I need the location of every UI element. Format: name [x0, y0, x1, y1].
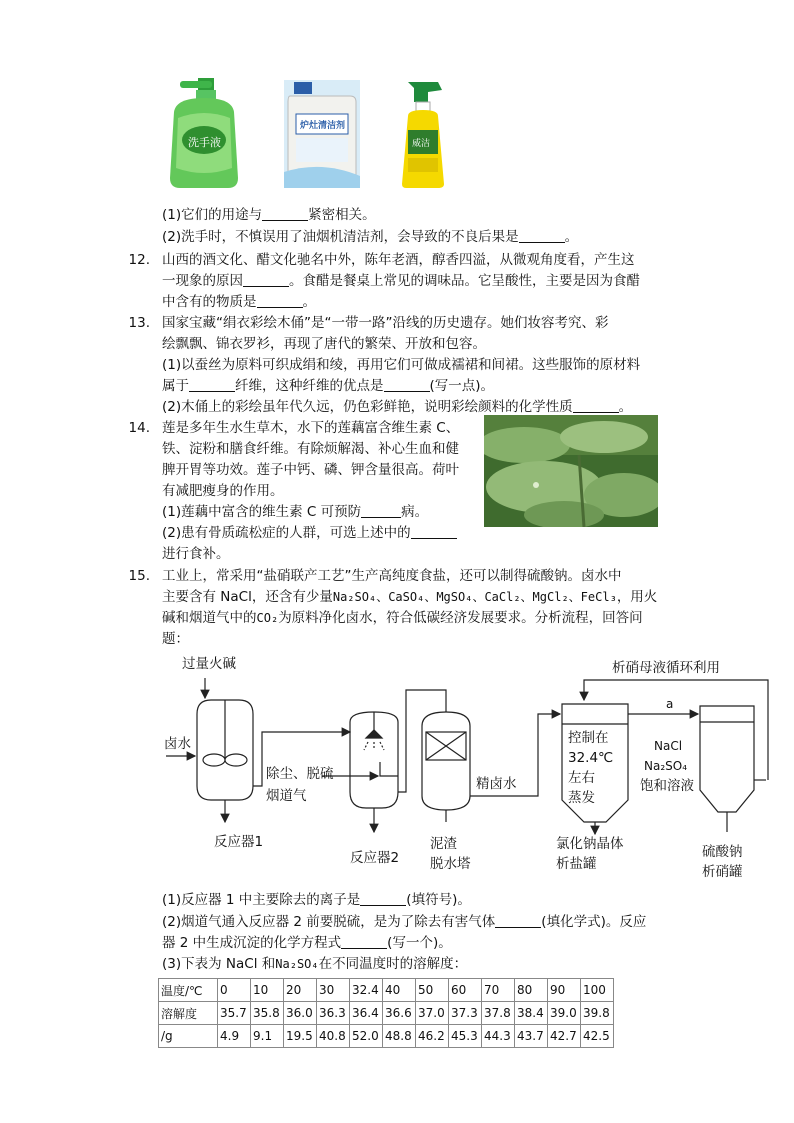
table-cell: 0	[218, 979, 251, 1002]
q11-part2-text: (2)洗手时，不慎误用了油烟机清洁剂，会导致的不良后果是	[162, 229, 519, 245]
q15-part2	[162, 912, 646, 932]
label-stream-a: a	[666, 697, 674, 711]
label-nitre-tank: 析硝罐	[702, 864, 743, 880]
label-reactor2: 反应器2	[350, 850, 400, 866]
q15-part3-a: (3)下表为 NaCl 和	[162, 956, 276, 972]
table-cell: 32.4	[350, 979, 383, 1002]
q14-line6-text: (2)患有骨质疏松症的人群，可选上述中的	[162, 525, 411, 541]
label-control-4: 蒸发	[568, 790, 595, 806]
q12-line2	[162, 271, 640, 291]
q13-line4-b: 纤维，这种纤维的优点是	[235, 378, 384, 394]
q15-part1-a: (1)反应器 1 中主要除去的离子是	[162, 892, 361, 908]
solubility-table	[158, 978, 614, 1048]
spray-label: 威洁	[412, 139, 431, 149]
q14-line7: 进行食补。	[162, 546, 230, 562]
table-cell: 36.0	[284, 1002, 317, 1025]
label-dedust: 除尘、脱硫	[266, 766, 334, 782]
q12-line3-b: 。	[302, 294, 316, 310]
table-cell: 70	[482, 979, 515, 1002]
answer-blank[interactable]	[361, 503, 401, 518]
answer-blank[interactable]	[519, 228, 565, 243]
table-cell: 39.0	[548, 1002, 581, 1025]
label-salt-tank: 析盐罐	[556, 856, 597, 872]
q15-line2-b: ，用火	[616, 589, 658, 605]
q15-part3	[162, 954, 467, 974]
label-sodium-sulfate: 硫酸钠	[702, 844, 743, 860]
table-row-header: 温度/℃	[159, 979, 218, 1002]
label-sat-na2so4: Na₂SO₄	[644, 759, 688, 773]
table-cell: 37.3	[449, 1002, 482, 1025]
q13-line2: 绘飘飘、锦衣罗衫，再现了唐代的繁荣、开放和包容。	[162, 336, 486, 352]
q15-part1	[162, 890, 471, 910]
q13-line4-c: (写一点)。	[429, 378, 495, 394]
q14-line6	[162, 523, 457, 543]
table-cell: 35.8	[251, 1002, 284, 1025]
q11-part1-end: 紧密相关。	[308, 207, 376, 223]
table-cell: 36.4	[350, 1002, 383, 1025]
table-cell: 50	[416, 979, 449, 1002]
answer-blank[interactable]	[257, 293, 303, 308]
q14-line3: 脾开胃等功效。莲子中钙、磷、钾含量很高。荷叶	[162, 462, 459, 478]
q11-part2	[162, 227, 578, 247]
q13-line5-a: (2)木俑上的彩绘虽年代久远，仍色彩鲜艳，说明彩绘颜料的化学性质	[162, 399, 573, 415]
label-sat-solution: 饱和溶液	[640, 778, 694, 794]
table-cell: 42.7	[548, 1025, 581, 1048]
q11-part1-text: (1)它们的用途与	[162, 207, 263, 223]
chem-formula-na2so4: Na₂SO₄	[275, 957, 319, 971]
table-cell: 30	[317, 979, 350, 1002]
table-cell: 19.5	[284, 1025, 317, 1048]
q15-part2-b: (填化学式)。反应	[541, 914, 647, 930]
answer-blank[interactable]	[189, 377, 235, 392]
table-cell: 42.5	[581, 1025, 614, 1048]
q15-part2-c: 器 2 中生成沉淀的化学方程式	[162, 935, 342, 951]
q15-line3-b: 为原料净化卤水，符合低碳经济发展要求。分析流程，回答问	[278, 610, 643, 626]
table-cell: 36.6	[383, 1002, 416, 1025]
q13-line5-b: 。	[618, 399, 633, 415]
table-cell: 9.1	[251, 1025, 284, 1048]
table-cell: 100	[581, 979, 614, 1002]
q13-line5	[162, 397, 632, 417]
handwash-bottle-image	[160, 78, 248, 190]
stove-cleaner-image	[284, 80, 360, 188]
table-cell: 37.0	[416, 1002, 449, 1025]
q14-line5	[162, 502, 428, 522]
table-cell: 90	[548, 979, 581, 1002]
q15-line2-a: 主要含有 NaCl，还含有少量	[162, 589, 333, 605]
table-cell: 40	[383, 979, 416, 1002]
table-cell: 80	[515, 979, 548, 1002]
q15-part1-b: (填符号)。	[406, 892, 471, 908]
table-cell: 20	[284, 979, 317, 1002]
table-cell: 4.9	[218, 1025, 251, 1048]
q14-line1: 莲是多年生水生草木，水下的莲藕富含维生素 C、	[162, 420, 460, 436]
q11-part2-end: 。	[564, 229, 579, 245]
q15-part3-b: 在不同温度时的溶解度：	[318, 956, 468, 972]
label-reactor1: 反应器1	[214, 834, 264, 850]
answer-blank[interactable]	[262, 206, 308, 221]
table-row-header: /g	[159, 1025, 218, 1048]
answer-blank[interactable]	[495, 913, 541, 928]
handwash-label: 洗手液	[188, 136, 221, 149]
q15-line2	[162, 587, 657, 607]
table-cell: 48.8	[383, 1025, 416, 1048]
table-cell: 10	[251, 979, 284, 1002]
label-excess-caustic: 过量火碱	[182, 656, 236, 672]
label-flue-gas: 烟道气	[266, 788, 307, 804]
q14-line2: 铁、淀粉和膳食纤维。有除烦解渴、补心生血和健	[162, 441, 459, 457]
q13-line3: (1)以蚕丝为原料可织成绢和绫，再用它们可做成襦裙和间裙。这些服饰的原材料	[162, 357, 641, 373]
table-cell: 40.8	[317, 1025, 350, 1048]
table-cell: 37.8	[482, 1002, 515, 1025]
answer-blank[interactable]	[360, 891, 406, 906]
q14-line5-b: 病。	[401, 504, 429, 520]
table-cell: 60	[449, 979, 482, 1002]
q13-line1: 国家宝藏“绢衣彩绘木俑”是“一带一路”沿线的历史遗存。她们妆容考究、彩	[162, 315, 609, 331]
q13-line4-a: 属于	[162, 378, 189, 394]
table-cell: 45.3	[449, 1025, 482, 1048]
q12-line2-a: 一现象的原因	[162, 273, 243, 289]
q12-line3-a: 中含有的物质是	[162, 294, 257, 310]
q12-line1: 山西的酒文化、醋文化驰名中外，陈年老酒，醇香四溢，从微观角度看，产生这	[162, 252, 635, 268]
stove-cleaner-label: 炉灶清洁剂	[300, 121, 346, 131]
table-row	[159, 1002, 614, 1025]
table-cell: 43.7	[515, 1025, 548, 1048]
answer-blank[interactable]	[384, 377, 430, 392]
table-row	[159, 979, 614, 1002]
table-cell: 46.2	[416, 1025, 449, 1048]
process-flow-diagram	[0, 645, 794, 885]
q14-line5-a: (1)莲藕中富含的维生素 C 可预防	[162, 504, 362, 520]
table-cell: 52.0	[350, 1025, 383, 1048]
label-control-1: 控制在	[568, 730, 609, 746]
q12-line2-b: 。食醋是餐桌上常见的调味品。它呈酸性，主要是因为食醋	[289, 273, 640, 289]
question-number: 15.	[128, 568, 150, 584]
answer-blank[interactable]	[243, 272, 289, 287]
table-cell: 44.3	[482, 1025, 515, 1048]
question-number: 14.	[128, 420, 150, 436]
label-recycle: 析硝母液循环利用	[612, 660, 720, 676]
q14-line4: 有减肥瘦身的作用。	[162, 483, 284, 499]
table-cell: 38.4	[515, 1002, 548, 1025]
chem-formula-list: Na₂SO₄、CaSO₄、MgSO₄、CaCl₂、MgCl₂、FeCl₃	[332, 590, 617, 604]
lotus-leaf-photo	[484, 415, 658, 527]
table-cell: 39.8	[581, 1002, 614, 1025]
label-control-3: 左右	[568, 770, 595, 786]
table-row	[159, 1025, 614, 1048]
q15-line3-a: 碱和烟道气中的	[162, 610, 257, 626]
answer-blank[interactable]	[341, 934, 387, 949]
chem-formula-co2: CO₂	[256, 611, 279, 625]
question-number: 13.	[128, 315, 150, 331]
q15-line3	[162, 608, 643, 628]
label-nacl-crystal: 氯化钠晶体	[556, 836, 624, 852]
table-cell: 36.3	[317, 1002, 350, 1025]
label-refined-brine: 精卤水	[476, 776, 517, 792]
q15-part2-cont	[162, 933, 452, 953]
q15-line1: 工业上，常采用“盐硝联产工艺”生产高纯度食盐，还可以制得硫酸钠。卤水中	[162, 568, 622, 584]
label-brine: 卤水	[164, 736, 191, 752]
q15-part2-a: (2)烟道气通入反应器 2 前要脱硫，是为了除去有害气体	[162, 914, 496, 930]
question-number: 12.	[128, 252, 150, 268]
label-control-2: 32.4℃	[568, 750, 614, 766]
q15-part2-d: (写一个)。	[387, 935, 452, 951]
answer-blank[interactable]	[573, 398, 619, 413]
table-cell: 35.7	[218, 1002, 251, 1025]
spray-cleaner-image	[398, 80, 452, 190]
q15-line4: 题：	[162, 631, 189, 647]
q12-line3	[162, 292, 316, 312]
q13-line4	[162, 376, 494, 396]
label-dewater-tower: 脱水塔	[430, 856, 471, 872]
table-row-header: 溶解度	[159, 1002, 218, 1025]
label-sat-nacl: NaCl	[654, 739, 683, 753]
label-sludge: 泥渣	[430, 836, 457, 852]
answer-blank[interactable]	[411, 524, 457, 539]
q11-part1	[162, 205, 376, 225]
